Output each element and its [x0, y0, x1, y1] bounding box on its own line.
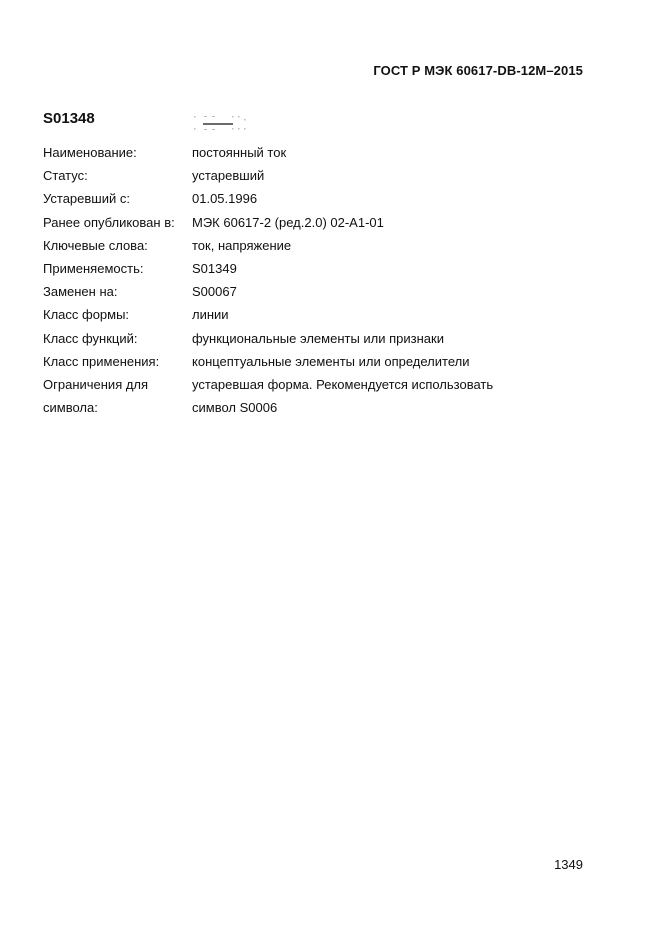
- field-value: S01349: [192, 261, 237, 277]
- field-value: функциональные элементы или признаки: [192, 330, 444, 346]
- field-label: Ключевые слова:: [43, 237, 148, 253]
- document-header: ГОСТ Р МЭК 60617-DB-12M–2015: [373, 63, 583, 78]
- field-value: устаревшая форма. Рекомендуется использовать: [192, 377, 494, 393]
- field-value: линии: [192, 307, 229, 323]
- field-label: Класс применения:: [43, 353, 160, 369]
- field-label: Устаревший с:: [43, 191, 130, 207]
- field-label: Наименование:: [43, 145, 137, 160]
- field-value: устаревший: [192, 168, 265, 184]
- field-value: символ S0006: [192, 400, 278, 416]
- field-value: S00067: [192, 284, 237, 300]
- dc-line-symbol-icon: [192, 113, 250, 135]
- field-applicability: [43, 257, 603, 280]
- field-restrictions-continued: [43, 396, 603, 419]
- field-value: ток, напряжение: [192, 237, 292, 253]
- symbol-properties: [43, 141, 603, 419]
- field-restrictions: [43, 373, 603, 396]
- field-obsolete-since: [43, 187, 603, 210]
- page-number: 1349: [554, 857, 583, 872]
- field-value: МЭК 60617-2 (ред.2.0) 02-А1-01: [192, 214, 384, 230]
- field-label: символа:: [43, 400, 98, 416]
- field-previously-published: [43, 211, 603, 234]
- field-value: 01.05.1996: [192, 191, 258, 207]
- field-label: Статус:: [43, 168, 88, 184]
- field-value: концептуальные элементы или определители: [192, 353, 470, 369]
- field-keywords: [43, 234, 603, 257]
- field-label: Применяемость:: [43, 261, 144, 277]
- field-label: Ранее опубликован в:: [43, 214, 175, 230]
- field-label: Ограничения для: [43, 377, 149, 393]
- field-shape-class: [43, 303, 603, 326]
- symbol-code: S01348: [43, 110, 95, 127]
- field-value: постоянный ток: [192, 145, 287, 160]
- field-application-class: [43, 350, 603, 373]
- field-label: Класс формы:: [43, 307, 130, 323]
- field-label: Заменен на:: [43, 284, 118, 300]
- field-replaced-by: [43, 280, 603, 303]
- field-name: [43, 141, 603, 164]
- field-status: [43, 164, 603, 187]
- field-label: Класс функций:: [43, 330, 138, 346]
- field-function-class: [43, 327, 603, 350]
